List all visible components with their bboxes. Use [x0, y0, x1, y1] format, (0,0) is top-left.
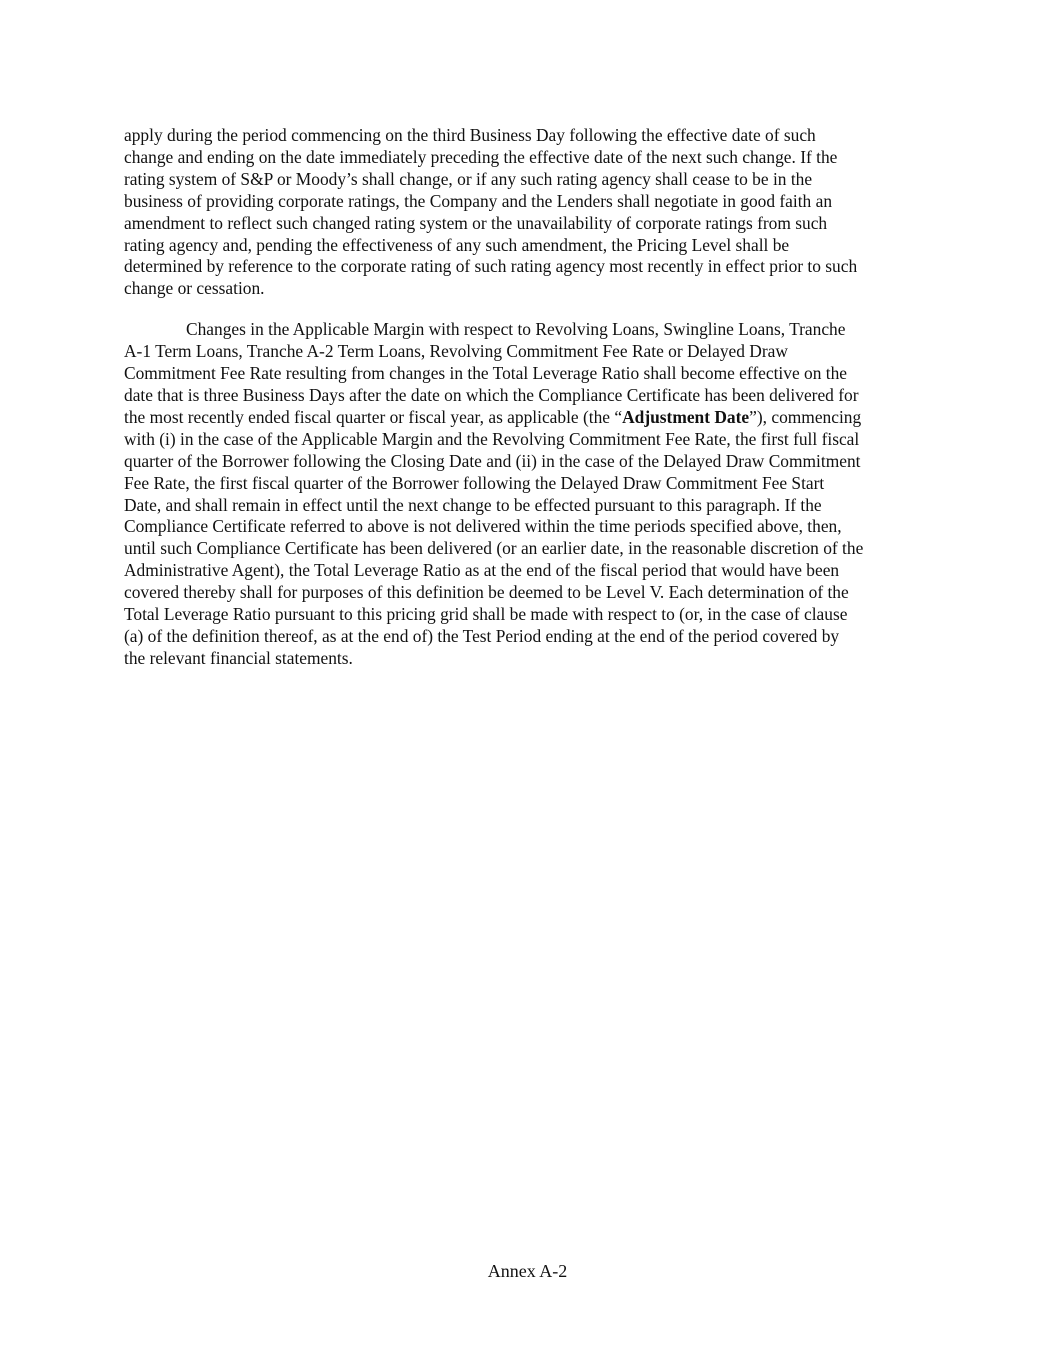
text-line: A-1 Term Loans, Tranche A-2 Term Loans, Revolving Commitment Fee Rate or Delayed Draw — [124, 341, 788, 362]
defined-term-adjustment-date: Adjustment Date — [622, 406, 750, 427]
text-line: Changes in the Applicable Margin with respect to Revolving Loans, Swingline Loans, Tranche — [186, 319, 846, 340]
text-line: Compliance Certificate referred to above is not delivered within the time periods specified above, then, — [124, 516, 842, 537]
page-number-label: Annex A-2 — [487, 1261, 568, 1281]
text-line: date that is three Business Days after the date on which the Compliance Certificate has been delivered for — [124, 384, 859, 405]
text-line: amendment to reflect such changed rating system or the unavailability of corporate ratings from such — [124, 212, 828, 233]
paragraph-applicable-margin-changes — [124, 319, 934, 670]
text-line: determined by reference to the corporate rating of such rating agency most recently in effect prior to such — [124, 256, 858, 277]
text-line: Fee Rate, the first fiscal quarter of the Borrower following the Delayed Draw Commitment Fee Start — [124, 472, 825, 493]
text-line: apply during the period commencing on the third Business Day following the effective date of such — [124, 125, 816, 145]
text-line: covered thereby shall for purposes of this definition be deemed to be Level V. Each determination of the — [124, 582, 849, 603]
page-footer — [0, 1260, 1055, 1282]
paragraph-rating-changes — [124, 125, 934, 300]
text-line: Commitment Fee Rate resulting from changes in the Total Leverage Ratio shall become effective on the — [124, 363, 848, 384]
text-line — [124, 407, 934, 429]
text-line: with (i) in the case of the Applicable Margin and the Revolving Commitment Fee Rate, the first full fiscal — [124, 428, 860, 449]
text-line: business of providing corporate ratings, the Company and the Lenders shall negotiate in good faith an — [124, 190, 833, 211]
text-line: change and ending on the date immediately preceding the effective date of the next such change. If the — [124, 146, 838, 167]
text-line: rating agency and, pending the effectiveness of any such amendment, the Pricing Level shall be — [124, 234, 790, 255]
text-line: until such Compliance Certificate has been delivered (or an earlier date, in the reasonable discretion of the — [124, 538, 864, 559]
paragraph-spacer — [124, 300, 934, 319]
text-line: the relevant financial statements. — [124, 647, 353, 668]
text-line: change or cessation. — [124, 278, 265, 299]
text-line: Date, and shall remain in effect until the next change to be effected pursuant to this paragraph. If the — [124, 494, 822, 515]
text-line: Administrative Agent), the Total Leverage Ratio as at the end of the fiscal period that would have been — [124, 560, 840, 581]
text-line: quarter of the Borrower following the Closing Date and (ii) in the case of the Delayed Draw Commitment — [124, 450, 861, 471]
text-line: (a) of the definition thereof, as at the end of) the Test Period ending at the end of the period covered by — [124, 625, 840, 646]
text-segment: ”), commencing — [749, 406, 862, 427]
text-line: Total Leverage Ratio pursuant to this pricing grid shall be made with respect to (or, in the case of clause — [124, 604, 848, 625]
text-segment: the most recently ended fiscal quarter or fiscal year, as applicable (the “ — [124, 406, 623, 427]
text-line: rating system of S&P or Moody’s shall change, or if any such rating agency shall cease to be in the — [124, 168, 813, 189]
document-body — [124, 125, 934, 670]
